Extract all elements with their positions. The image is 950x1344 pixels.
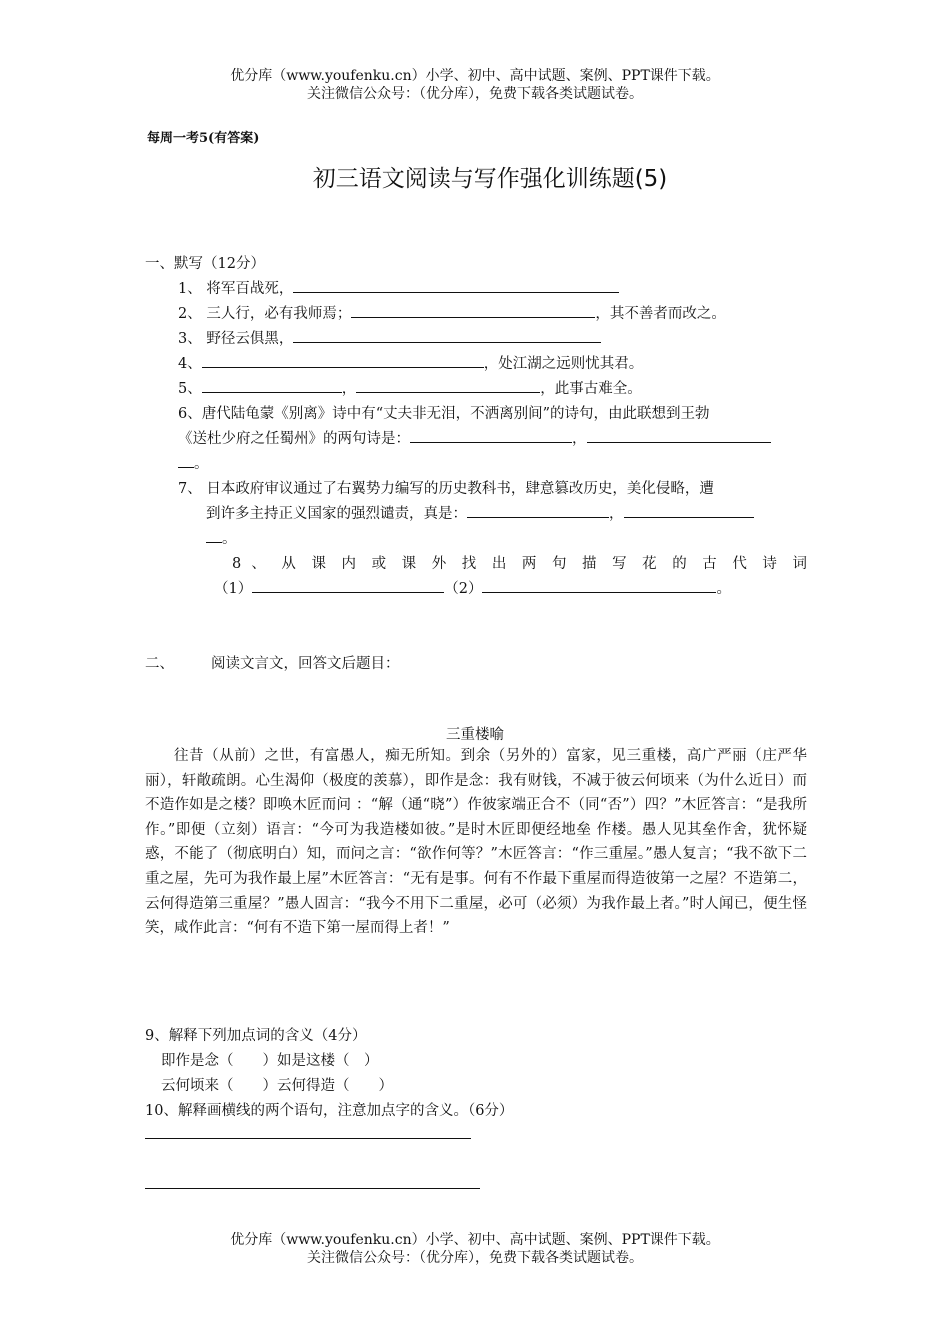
answer-line-1[interactable] — [145, 1138, 471, 1139]
q3-blank[interactable] — [293, 328, 601, 343]
q8-end: 。 — [716, 581, 731, 597]
q2-text-b: ，其不善者而改之。 — [595, 306, 726, 322]
q8-blank-2[interactable] — [482, 578, 716, 593]
header-line-1: 优分库（www.youfenku.cn）小学、初中、高中试题、案例、PPT课件下载。 — [230, 68, 720, 84]
q7-blank-3[interactable] — [206, 528, 222, 543]
question-1 — [178, 277, 619, 298]
question-9-line-a: 即作是念（ ）如是这楼（ ） — [161, 1053, 379, 1069]
passage-title: 三重楼喻 — [446, 727, 504, 743]
q2-text-a: 2、 三人行，必有我师焉； — [178, 306, 352, 322]
q3-text: 3、 野径云俱黑， — [178, 331, 294, 347]
q8-label-2: （2） — [444, 581, 483, 597]
q7-blank-2[interactable] — [624, 503, 754, 518]
question-7-line-3 — [206, 527, 237, 548]
q4-text-a: 4、 — [178, 356, 202, 372]
q1-blank[interactable] — [293, 278, 619, 293]
question-9-line-b: 云何顷来（ ）云何得造（ ） — [161, 1078, 393, 1094]
footer-line-2: 关注微信公众号：（优分库），免费下载各类试题试卷。 — [307, 1250, 643, 1266]
q4-text-b: ，处江湖之远则忧其君。 — [483, 356, 644, 372]
q5-blank-2[interactable] — [356, 378, 540, 393]
q2-blank[interactable] — [351, 303, 595, 318]
q6-blank-3[interactable] — [178, 453, 194, 468]
question-7-line-2 — [206, 502, 754, 523]
q4-blank[interactable] — [202, 353, 484, 368]
question-2 — [178, 302, 726, 323]
page-footer — [0, 1231, 950, 1267]
q5-blank-1[interactable] — [202, 378, 342, 393]
q5-text-a: 5、 — [178, 381, 202, 397]
q7-text-d: 。 — [222, 531, 237, 547]
question-6-line-2 — [178, 427, 771, 448]
page-title: 初三语文阅读与写作强化训练题(5) — [312, 166, 668, 192]
q5-text-b: ， — [341, 381, 357, 397]
section2-heading: 二、 — [145, 656, 174, 672]
section2-instruction: 阅读文言文，回答文后题目： — [211, 656, 400, 672]
question-9: 9、解释下列加点词的含义（4分） — [145, 1028, 367, 1044]
q6-text-b: 《送杜少府之任蜀州》的两句诗是： — [178, 431, 410, 447]
page-header — [0, 67, 950, 103]
question-4 — [178, 352, 643, 373]
q6-blank-1[interactable] — [410, 428, 572, 443]
answer-line-2[interactable] — [145, 1188, 480, 1189]
exam-tag: 每周一考5(有答案) — [147, 131, 260, 146]
q5-text-c: ，此事古难全。 — [540, 381, 642, 397]
q6-text-c: ， — [572, 431, 587, 447]
question-8-line-2 — [214, 577, 731, 598]
q1-text: 1、 将军百战死， — [178, 281, 294, 297]
q8-blank-1[interactable] — [252, 578, 444, 593]
q7-text-b: 到许多主持正义国家的强烈谴责，真是： — [206, 506, 467, 522]
footer-line-1: 优分库（www.youfenku.cn）小学、初中、高中试题、案例、PPT课件下载。 — [230, 1232, 720, 1248]
question-6-line-1: 6、唐代陆龟蒙《别离》诗中有“丈夫非无泪，不洒离别间”的诗句，由此联想到王勃 — [178, 406, 710, 422]
question-6-line-3 — [178, 452, 209, 473]
section1-heading: 一、默写（12分） — [145, 256, 265, 272]
q7-blank-1[interactable] — [467, 503, 609, 518]
q7-text-c: ， — [609, 506, 624, 522]
question-3 — [178, 327, 601, 348]
q6-text-d: 。 — [194, 456, 209, 472]
question-8-line-1: 8 、 从 课 内 或 课 外 找 出 两 句 描 写 花 的 古 代 诗 词 — [232, 556, 807, 572]
q8-label-1: （1） — [214, 581, 253, 597]
question-5 — [178, 377, 642, 398]
question-10: 10、解释画横线的两个语句，注意加点字的含义。（6分） — [145, 1103, 514, 1119]
header-line-2: 关注微信公众号：（优分库），免费下载各类试题试卷。 — [307, 86, 643, 102]
question-7-line-1: 7、 日本政府审议通过了右翼势力编写的历史教科书，肆意篡改历史，美化侵略，遭 — [178, 481, 714, 497]
passage-text: 往昔（从前）之世，有富愚人，痴无所知。到余（另外的）富家，见三重楼，高广严丽（庄严华丽），轩敞疏朗。心生渴仰（极度的羡慕），即作是念：我有财钱，不减于彼云何顷来（为什么近日）而不造作如是之楼？即唤木匠而问 ：“解（通“晓”）作彼家端正合不（同“否”）四？”木匠答言：“是我所作。”即便（立刻）语言：“今可为我造楼如彼。”是时木匠即便经地垒 作楼。愚人见其垒作舍，犹怀疑惑，不能了（彻底明白）知，而问之言：“欲作何等？”木匠答言：“作三重屋。”愚人复言；“我不欲下二重之屋，先可为我作最上屋”木匠答言：“无有是事。何有不作最下重屋而得造彼第一之屋？不造第二，云何得造第三重屋？”愚人固言：“我今不用下二重屋，必可（必须）为我作最上者。”时人闻已，便生怪笑，咸作此言：“何有不造下第一屋而得上者！” — [145, 748, 807, 937]
q6-blank-2[interactable] — [587, 428, 771, 443]
